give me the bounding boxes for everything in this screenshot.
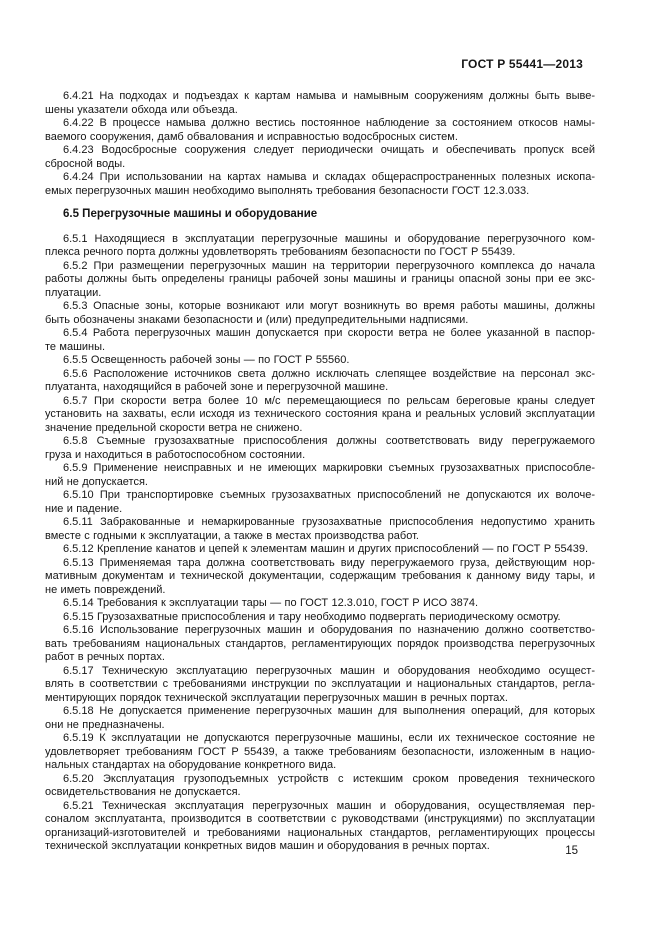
text-line: 6.5.5 Освещенность рабочей зоны — по ГОСТ Р 55560. — [63, 354, 350, 366]
text-line: сбросной воды. — [45, 157, 126, 170]
text-line: 6.5.9 Применение неисправных и не имеющих маркировки съемных грузозахватных приспособле- — [63, 462, 595, 474]
text-line: 6.5.6 Расположение источников света должно исключать слепящее воздействие на персонал экс- — [63, 367, 595, 380]
text-line: ние и падение. — [45, 502, 123, 515]
text-line: быть обозначены знаками безопасности и (или) предупредительными надписями. — [45, 313, 469, 326]
text-line: 6.5.20 Эксплуатация грузоподъемных устройств с истекшим сроком проведения технического — [63, 772, 595, 785]
paragraph-6.5.9 — [45, 462, 595, 489]
text-line: мативным документам и технической документации, содержащим требования к данному виду тары, и — [45, 570, 595, 582]
text-line: установить на захваты, если исходя из технического состояния крана и реальных условий эксплуатации — [45, 408, 595, 420]
text-line: 6.5.16 Использование перегрузочных машин и оборудования по назначению должно соответство- — [63, 624, 595, 636]
paragraph-6.5.4 — [45, 327, 595, 354]
text-line: ний не допускается. — [45, 475, 148, 488]
paragraph-6.5.13 — [45, 557, 595, 598]
text-line: 6.5.8 Съемные грузозахватные приспособления должны соответствовать виду перегружаемого — [63, 435, 595, 447]
paragraph-6.5.8 — [45, 435, 595, 462]
paragraph-6.4.22 — [45, 117, 595, 144]
text-line: 6.4.22 В процессе намыва должно вестись постоянное наблюдение за состоянием откосов намы- — [63, 117, 595, 129]
paragraph-6.5.7 — [45, 395, 595, 436]
text-line: работ в речных портах. — [45, 651, 165, 663]
page-number: 15 — [565, 845, 578, 857]
text-line: 6.5.10 При транспортировке съемных грузозахватных приспособлений не допускаются их волоче- — [63, 489, 595, 501]
paragraph-6.5.15 — [45, 611, 595, 625]
text-line: влять в соответствии с требованиями инструкции по эксплуатации и национальных стандартов, регла- — [45, 678, 595, 690]
text-line: нальных стандартах на оборудование конкретного вида. — [45, 759, 337, 771]
text-line: 6.5.18 Не допускается применение перегрузочных машин для выполнения операций, для которых — [63, 705, 595, 717]
text-line: 6.4.24 При использовании на картах намыва и складах общераспространенных полезных ископа- — [63, 171, 595, 183]
text-line: 6.5.12 Крепление канатов и цепей к элементам машин и других приспособлений — по ГОСТ Р 55439. — [63, 543, 589, 555]
paragraph-6.5.18 — [45, 705, 595, 732]
text-line: работы должны быть определены границы рабочей зоны машины и границы опасной зоны при ее экс- — [45, 273, 595, 285]
text-line: соналом эксплуатанта, производится в соответствии с руководствами (инструкциями) по эксплуатации — [45, 813, 595, 825]
paragraph-6.5.2 — [45, 260, 595, 301]
paragraph-6.5.6 — [45, 368, 595, 395]
text-line: 6.5.21 Техническая эксплуатация перегрузочных машин и оборудования, осуществляемая пер- — [63, 799, 595, 812]
text-line: 6.5.1 Находящиеся в эксплуатации перегрузочные машины и оборудование перегрузочного ком- — [63, 232, 595, 245]
paragraph-6.4.24 — [45, 171, 595, 198]
paragraph-6.4.23 — [45, 144, 595, 171]
text-line: 6.5.17 Техническую эксплуатацию перегрузочных машин и оборудования необходимо осущест- — [63, 664, 595, 677]
paragraph-6.5.17 — [45, 665, 595, 706]
running-header-standard-designation: ГОСТ Р 55441—2013 — [461, 57, 583, 71]
paragraph-6.5.5 — [45, 354, 595, 368]
paragraph-6.5.10 — [45, 489, 595, 516]
paragraph-6.5.19 — [45, 732, 595, 773]
paragraph-6.4.21 — [45, 90, 595, 117]
paragraph-6.5.3 — [45, 300, 595, 327]
paragraph-6.5.1 — [45, 233, 595, 260]
text-line: 6.4.23 Водосбросные сооружения следует периодически очищать и обеспечивать пропуск всей — [63, 144, 595, 156]
text-line: ментирующих порядок технической эксплуатации перегрузочных машин в речных портах. — [45, 691, 508, 704]
text-line: удовлетворяет требованиям ГОСТ Р 55439, а также требованиям безопасности, изложенным в нацио- — [45, 745, 595, 758]
text-line: 6.5.15 Грузозахватные приспособления и тару необходимо подвергать периодическому осмотру. — [63, 610, 561, 623]
text-line: плуатанта, находящийся в рабочей зоне и перегрузочной машине. — [45, 381, 389, 393]
text-line: 6.5.4 Работа перегрузочных машин допускается при скорости ветра не более указанной в паспор- — [63, 327, 595, 339]
text-line: плуатации. — [45, 286, 102, 299]
text-line: шены указатели обхода или объезда. — [45, 103, 238, 116]
text-line: вместе с годными к эксплуатации, а также в местах производства работ. — [45, 529, 419, 542]
text-line: 6.4.21 На подходах и подъездах к картам намыва и намывным сооружениям должны быть выве- — [63, 90, 595, 102]
text-line: они не предназначены. — [45, 718, 165, 731]
section-heading-6.5: 6.5 Перегрузочные машины и оборудование — [63, 208, 318, 220]
text-line: значение предельной скорости ветра не снижено. — [45, 421, 303, 434]
text-line: ваемого сооружения, дамб обвалования и исправностью водосбросных систем. — [45, 130, 458, 143]
text-line: те машины. — [45, 340, 106, 353]
text-line: груза и находиться в работоспособном состоянии. — [45, 448, 306, 461]
paragraph-6.5.20 — [45, 773, 595, 800]
text-line: вать требованиям национальных стандартов, регламентирующих порядок производства перегрузочных — [45, 637, 595, 650]
text-line: не иметь повреждений. — [45, 583, 166, 596]
text-line: 6.5.19 К эксплуатации не допускаются перегрузочные машины, если их техническое состояние не — [63, 732, 595, 744]
paragraph-6.5.11 — [45, 516, 595, 543]
text-line: емых перегрузочных машин необходимо выполнять требования безопасности ГОСТ 12.3.033. — [45, 184, 530, 197]
text-line: 6.5.2 При размещении перегрузочных машин на территории перегрузочного комплекса до начала — [63, 259, 595, 272]
text-line: 6.5.3 Опасные зоны, которые возникают или могут возникнуть во время работы машины, должны — [63, 300, 595, 312]
text-line: 6.5.14 Требования к эксплуатации тары — по ГОСТ 12.3.010, ГОСТ Р ИСО 3874. — [63, 597, 479, 609]
paragraph-6.5.14 — [45, 597, 595, 611]
text-line: 6.5.11 Забракованные и немаркированные грузозахватные приспособления недопустимо хранить — [63, 516, 595, 528]
text-line: освидетельствования не допускается. — [45, 786, 241, 798]
text-line: 6.5.7 При скорости ветра более 10 м/с перемещающиеся по рельсам береговые краны следует — [63, 394, 595, 407]
text-line: плекса речного порта должны удовлетворять требованиям безопасности по ГОСТ Р 55439. — [45, 246, 516, 258]
text-line: организаций-изготовителей и требованиями национальных стандартов, регламентирующих процессы — [45, 826, 595, 839]
text-line: 6.5.13 Применяемая тара должна соответствовать виду перегружаемого груза, действующим нор- — [63, 556, 595, 569]
paragraph-6.5.16 — [45, 624, 595, 665]
document-body — [45, 90, 595, 854]
text-line: технической эксплуатации конкретных видов машин и оборудования в речных портах. — [45, 840, 490, 852]
paragraph-6.5.12 — [45, 543, 595, 557]
